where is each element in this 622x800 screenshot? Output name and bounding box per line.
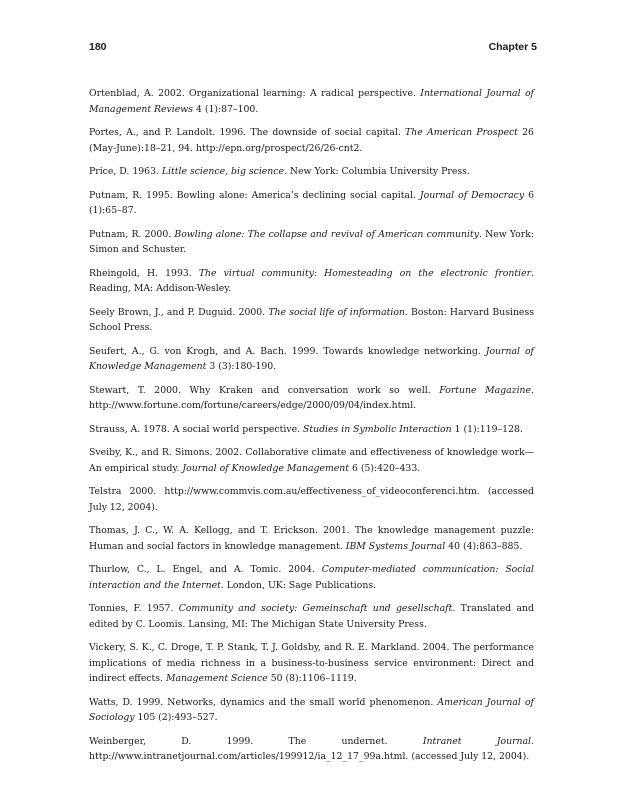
reference-text: Watts, D. 1999. Networks, dynamics and the small world phenomenon. [89, 696, 438, 708]
reference-source-title: Journal of Democracy [419, 189, 525, 201]
reference-source-title: Intranet Journal [422, 735, 532, 747]
reference-source-title: Studies in Symbolic Interaction [303, 423, 452, 435]
reference-entry [89, 422, 534, 438]
reference-details: 6 (5):420–433. [349, 462, 421, 474]
reference-text: Telstra 2000. http://www.commvis.com.au/effectiveness_of_videoconferenci.htm. (accessed July 12, 2004). [89, 486, 534, 513]
reference-details: 26 (May-June):18–21, 94. http://epn.org/prospect/26/26-cnt2. [89, 127, 534, 154]
reference-entry [89, 484, 534, 515]
reference-text: Seufert, A., G. von Krogh, and A. Bach. 1999. Towards knowledge networking. [89, 345, 486, 357]
reference-details: . Translated and edited by C. Loomis. Lansing, MI: The Michigan State University Press. [89, 603, 534, 630]
reference-entry [89, 695, 534, 726]
reference-source-title: Little science, big science [161, 166, 284, 177]
reference-source-title: Journal of Knowledge Management [182, 462, 349, 474]
reference-entry [89, 227, 534, 258]
reference-source-title: The social life of information [268, 306, 405, 318]
reference-source-title: IBM Systems Journal [345, 540, 446, 552]
reference-text: Thurlow, C., L. Engel, and A. Tomic. 2004. [89, 564, 322, 575]
reference-details: 3 (3):180-190. [206, 361, 277, 372]
reference-entry [89, 445, 534, 476]
reference-source-title: Bowling alone: The collapse and revival of American community [174, 228, 479, 240]
page-number: 180 [89, 41, 107, 53]
reference-text: Strauss, A. 1978. A social world perspective. [89, 423, 303, 435]
reference-details: . http://www.fortune.com/fortune/careers/edge/2000/09/04/index.html. [89, 384, 534, 411]
reference-details: . New York: Simon and Schuster. [89, 228, 534, 255]
reference-list [89, 86, 534, 773]
reference-text: Portes, A., and P. Landolt. 1996. The downside of social capital. [89, 127, 406, 138]
reference-details: 50 (8):1106–1119. [267, 673, 357, 684]
reference-entry [89, 734, 534, 765]
reference-details: 105 (2):493–527. [134, 712, 218, 723]
reference-source-title: Management Science [165, 673, 268, 684]
reference-details: . New York: Columbia University Press. [284, 166, 470, 177]
reference-text: Putnam, R. 1995. Bowling alone: America’s declining social capital. [89, 189, 420, 201]
reference-text: Price, D. 1963. [89, 166, 162, 177]
reference-details: 6 (1):65–87. [89, 189, 534, 216]
reference-source-title: International Journal of Management Reviews [89, 88, 534, 115]
reference-details: . Reading, MA: Addison-Wesley. [89, 267, 534, 294]
reference-entry [89, 266, 534, 297]
reference-entry [89, 305, 534, 336]
running-header [89, 41, 537, 57]
reference-details: . London, UK: Sage Publications. [220, 579, 377, 591]
reference-entry [89, 383, 534, 414]
reference-details: . Boston: Harvard Business School Press. [89, 306, 534, 333]
chapter-label: Chapter 5 [488, 41, 537, 53]
reference-source-title: Community and society: Gemeinschaft und gesellschaft [178, 603, 453, 614]
reference-details: 40 (4):863–885. [445, 540, 523, 552]
reference-details: . http://www.intranetjournal.com/articles/199912/ia_12_17_99a.html. (accessed July 12, 2004). [89, 735, 535, 762]
reference-text: Seely Brown, J., and P. Duguid. 2000. [89, 306, 269, 318]
reference-text: Vickery, S. K., C. Droge, T. P. Stank, T. J. Goldsby, and R. E. Markland. 2004. The performance implications of media richness in a business-to-business service environment: Direct and indirect effects. [89, 642, 534, 684]
reference-text: Rheingold, H. 1993. [89, 267, 199, 279]
reference-entry [89, 86, 534, 117]
reference-text: Tonnies, F. 1957. [89, 603, 179, 614]
reference-source-title: Journal of Knowledge Management [89, 345, 534, 372]
reference-entry [89, 640, 534, 687]
reference-entry [89, 188, 534, 219]
reference-source-title: Computer-mediated communication: Social interaction and the Internet [89, 564, 534, 591]
reference-text: Weinberger, D. 1999. The undernet. [89, 735, 423, 747]
reference-source-title: The American Prospect [405, 127, 518, 138]
reference-entry [89, 601, 534, 632]
reference-details: 1 (1):119–128. [451, 423, 523, 435]
reference-text: Thomas, J. C., W. A. Kellogg, and T. Erickson. 2001. The knowledge management puzzle: Human and social factors in knowledge management. [89, 525, 534, 552]
reference-source-title: Fortune Magazine [439, 384, 532, 396]
reference-text: Stewart, T. 2000. Why Kraken and conversation work so well. [89, 384, 440, 396]
reference-details: 4 (1):87–100. [193, 103, 259, 115]
reference-source-title: The virtual community: Homesteading on the electronic frontier [198, 267, 532, 279]
reference-entry [89, 523, 534, 554]
reference-text: Putnam, R. 2000. [89, 228, 175, 240]
reference-text: Ortenblad, A. 2002. Organizational learning: A radical perspective. [89, 88, 421, 99]
reference-entry [89, 562, 534, 593]
reference-entry [89, 344, 534, 375]
reference-text: Sveiby, K., and R. Simons. 2002. Collaborative climate and effectiveness of knowledge work—An empirical study. [89, 447, 534, 474]
reference-source-title: American Journal of Sociology [89, 696, 534, 723]
reference-entry [89, 125, 534, 156]
reference-entry [89, 164, 534, 180]
